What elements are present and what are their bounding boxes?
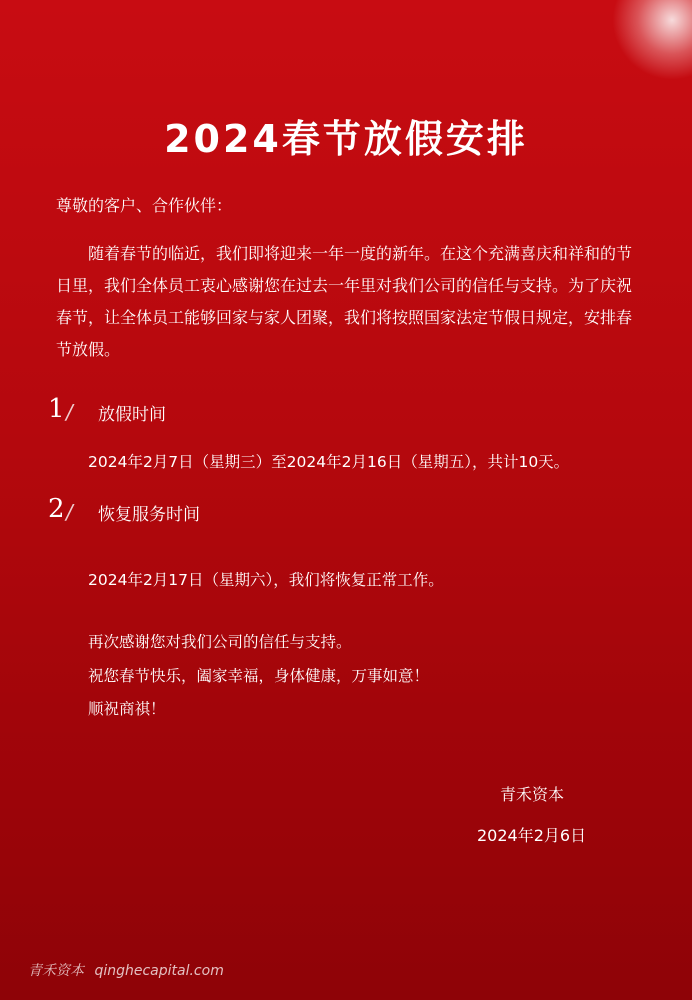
closing-line: 顺祝商祺！ (88, 700, 166, 718)
signature-company: 青禾资本 (500, 785, 565, 804)
footer-watermark (28, 960, 224, 980)
greeting: 尊敬的客户、合作伙伴： (56, 196, 233, 215)
footer-brand: 青禾资本 (28, 963, 84, 979)
closing-line: 祝您春节快乐，阖家幸福，身体健康，万事如意！ (88, 667, 430, 685)
slash-divider-icon: / (66, 500, 73, 524)
slash-divider-icon: / (66, 400, 73, 424)
resume-service-text: 2024年2月17日（星期六），我们将恢复正常工作。 (88, 571, 444, 589)
closing-line: 再次感谢您对我们公司的信任与支持。 (88, 633, 352, 651)
intro-paragraph: 随着春节的临近，我们即将迎来一年一度的新年。在这个充满喜庆和祥和的节日里，我们全体员工衷心感谢您在过去一年里对我们公司的信任与支持。为了庆祝春节，让全体员工能够回家与家人团聚，我们将按照国家法定节假日规定，安排春节放假。 (56, 244, 633, 359)
footer-website: qinghecapital.com (94, 963, 224, 979)
section-number: 1 (48, 394, 65, 424)
section-title: 放假时间 (98, 405, 166, 425)
page-title: 2024春节放假安排 (164, 117, 528, 161)
holiday-period-text: 2024年2月7日（星期三）至2024年2月16日（星期五），共计10天。 (88, 453, 570, 471)
corner-light-decoration (612, 0, 692, 80)
section-number: 2 (48, 494, 65, 524)
section-title: 恢复服务时间 (98, 505, 200, 525)
signature-date: 2024年2月6日 (477, 826, 587, 845)
